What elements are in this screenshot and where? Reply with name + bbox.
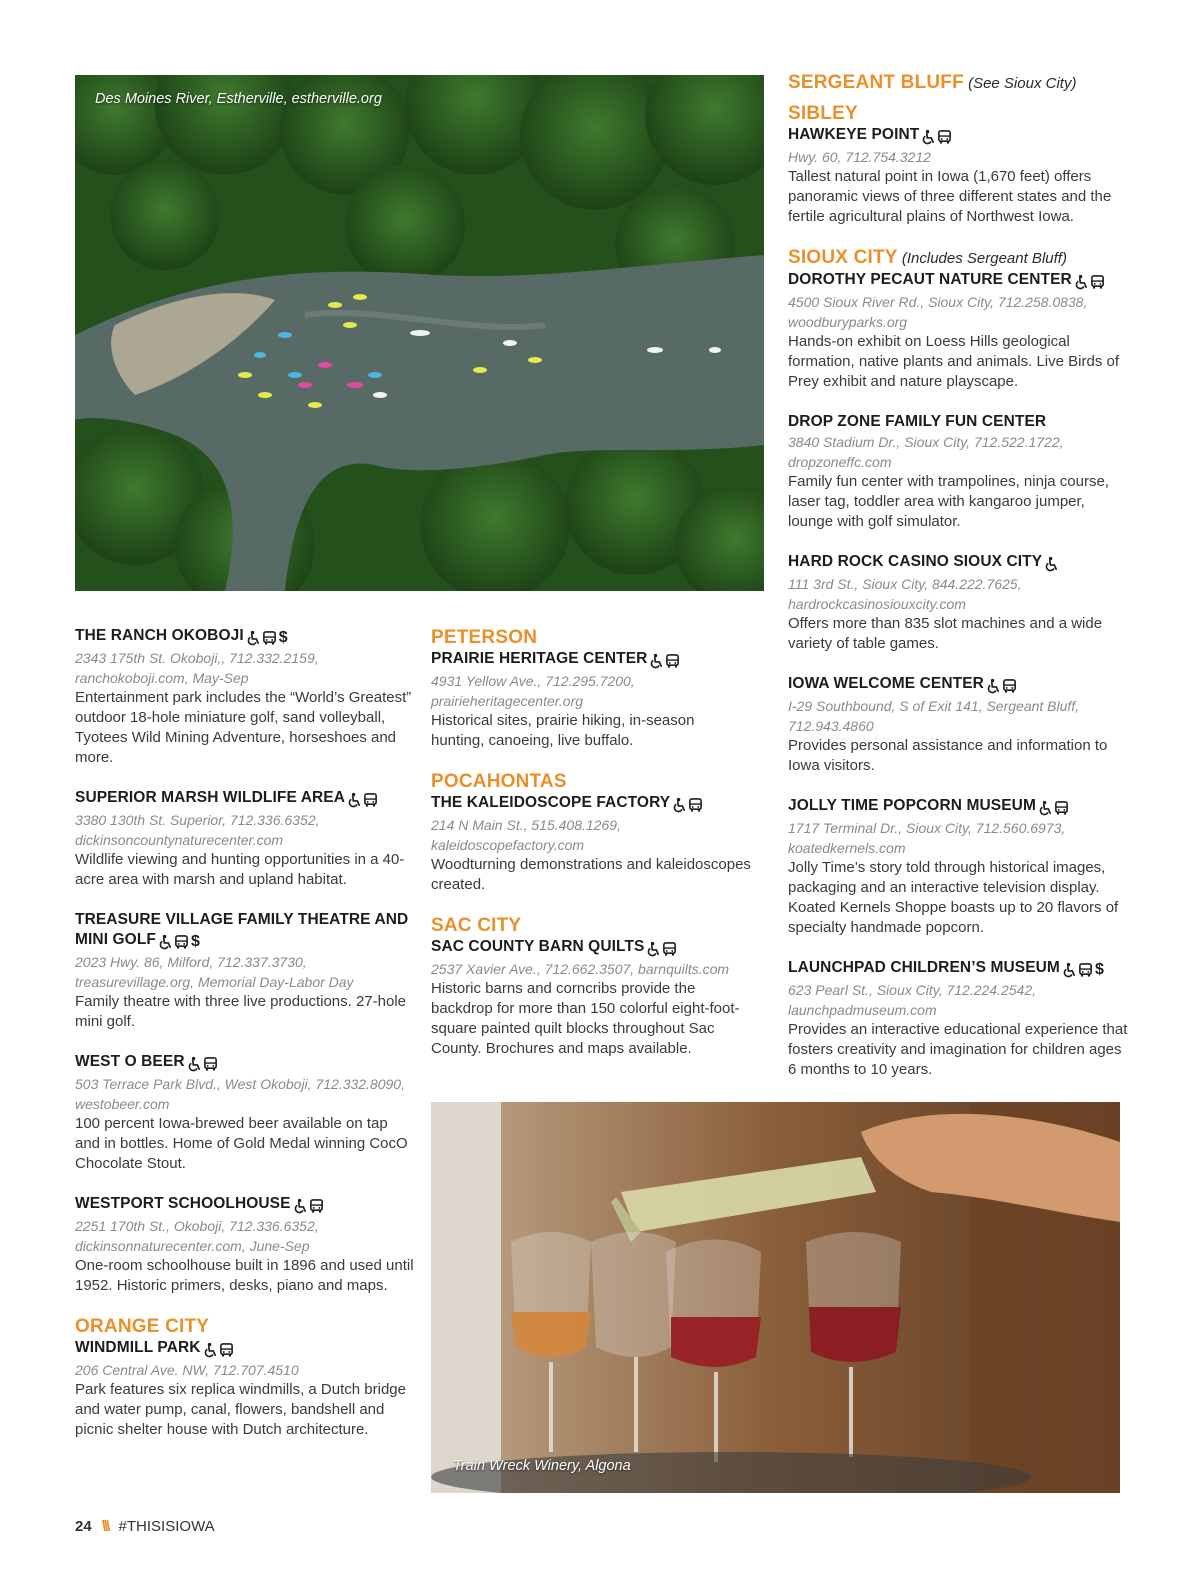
listing-name bbox=[75, 788, 415, 810]
amenity-icons bbox=[158, 932, 200, 952]
listing-address: 3840 Stadium Dr., Sioux City, 712.522.1722, dropzoneffc.com bbox=[788, 434, 1064, 470]
city-heading-sioux-city bbox=[788, 247, 1128, 270]
accessible-icon bbox=[203, 1342, 218, 1358]
listing-description: Offers more than 835 slot machines and a wide variety of table games. bbox=[788, 615, 1103, 652]
bus-icon bbox=[665, 653, 680, 669]
listing-column-2 bbox=[431, 627, 751, 1079]
listing-jolly-time-popcorn-museum bbox=[788, 796, 1128, 938]
listing-description: Park features six replica windmills, a Dutch bridge and water pump, canal, flowers, bandshell and picnic shelter house with Dutch architecture. bbox=[75, 1381, 406, 1438]
listing-description: Provides an interactive educational experience that fosters creativity and imagination for children ages 6 months to 10 years. bbox=[788, 1021, 1128, 1078]
listing-column-1 bbox=[75, 626, 415, 1460]
accessible-icon bbox=[986, 678, 1001, 694]
city-heading-orange-city bbox=[75, 1316, 415, 1338]
bus-icon bbox=[1078, 962, 1093, 978]
listing-title: HAWKEYE POINT bbox=[788, 126, 920, 143]
listing-address: 2023 Hwy. 86, Milford, 712.337.3730, treasurevillage.org, Memorial Day-Labor Day bbox=[75, 954, 354, 990]
accessible-icon bbox=[1038, 800, 1053, 816]
bus-icon bbox=[1002, 678, 1017, 694]
accessible-icon bbox=[293, 1198, 308, 1214]
bus-icon bbox=[1054, 800, 1069, 816]
listing-name bbox=[431, 793, 751, 815]
listing-drop-zone-family-fun-center bbox=[788, 412, 1128, 532]
amenity-icons bbox=[672, 795, 704, 815]
listing-hard-rock-casino-sioux-city bbox=[788, 552, 1128, 654]
listing-address: 3380 130th St. Superior, 712.336.6352, dickinsoncountynaturecenter.com bbox=[75, 812, 320, 848]
bottom-photo-caption: Train Wreck Winery, Algona bbox=[453, 1458, 631, 1474]
listing-the-ranch-okoboji bbox=[75, 626, 415, 768]
amenity-icons bbox=[646, 939, 678, 959]
listing-address: 111 3rd St., Sioux City, 844.222.7625, hardrockcasinosiouxcity.com bbox=[788, 576, 1022, 612]
accessible-icon bbox=[158, 934, 173, 950]
amenity-icons bbox=[1062, 960, 1104, 980]
listing-name bbox=[788, 270, 1128, 292]
city-name: PETERSON bbox=[431, 627, 538, 648]
amenity-icons bbox=[1038, 798, 1070, 818]
listing-name bbox=[75, 910, 415, 952]
bus-icon bbox=[688, 797, 703, 813]
dollar-icon: $ bbox=[1094, 961, 1104, 978]
listing-title: WESTPORT SCHOOLHOUSE bbox=[75, 1195, 291, 1212]
listing-superior-marsh-wildlife-area bbox=[75, 788, 415, 890]
city-name: SERGEANT BLUFF bbox=[788, 72, 964, 93]
listing-launchpad-children-s-museum bbox=[788, 958, 1128, 1080]
city-name: SAC CITY bbox=[431, 915, 522, 936]
listing-title: PRAIRIE HERITAGE CENTER bbox=[431, 650, 648, 667]
city-heading-peterson bbox=[431, 627, 751, 649]
listing-name bbox=[788, 125, 1128, 147]
listing-description: 100 percent Iowa-brewed beer available on tap and in bottles. Home of Gold Medal winning CocO Chocolate Stout. bbox=[75, 1115, 408, 1172]
amenity-icons bbox=[246, 628, 288, 648]
city-name: SIBLEY bbox=[788, 103, 858, 124]
listing-name bbox=[75, 1194, 415, 1216]
bus-icon bbox=[262, 630, 277, 646]
listing-title: LAUNCHPAD CHILDREN’S MUSEUM bbox=[788, 959, 1060, 976]
amenity-icons bbox=[1074, 272, 1106, 292]
listing-dorothy-pecaut-nature-center bbox=[788, 270, 1128, 392]
listing-name bbox=[788, 958, 1128, 980]
accessible-icon bbox=[246, 630, 261, 646]
listing-address: 214 N Main St., 515.408.1269, kaleidoscopefactory.com bbox=[431, 817, 621, 853]
listing-iowa-welcome-center bbox=[788, 674, 1128, 776]
page-number: 24 bbox=[75, 1518, 92, 1535]
listing-description: Jolly Time’s story told through historical images, packaging and an interactive television display. Koated Kernels Shoppe boasts up to 20 flavors of specialty handmade popcorn. bbox=[788, 859, 1119, 936]
listing-title: WEST O BEER bbox=[75, 1053, 185, 1070]
top-photo-caption: Des Moines River, Estherville, estherville.org bbox=[95, 91, 382, 107]
listing-west-o-beer bbox=[75, 1052, 415, 1174]
listing-address: 503 Terrace Park Blvd., West Okoboji, 712.332.8090, westobeer.com bbox=[75, 1076, 405, 1112]
listing-description: Entertainment park includes the “World’s Greatest” outdoor 18-hole miniature golf, sand volleyball, Tyotees Wild Mining Adventure, horseshoes and more. bbox=[75, 689, 412, 766]
listing-address: 623 Pearl St., Sioux City, 712.224.2542, launchpadmuseum.com bbox=[788, 982, 1037, 1018]
accessible-icon bbox=[187, 1056, 202, 1072]
listing-title: HARD ROCK CASINO SIOUX CITY bbox=[788, 553, 1043, 570]
listing-title: THE RANCH OKOBOJI bbox=[75, 627, 244, 644]
listing-title: DOROTHY PECAUT NATURE CENTER bbox=[788, 271, 1072, 288]
page-footer bbox=[75, 1518, 215, 1535]
listing-description: Hands-on exhibit on Loess Hills geological formation, native plants and animals. Live Birds of Prey exhibit and nature playscape. bbox=[788, 333, 1120, 390]
accessible-icon bbox=[921, 129, 936, 145]
amenity-icons bbox=[293, 1196, 325, 1216]
listing-name bbox=[75, 1338, 415, 1360]
accessible-icon bbox=[1044, 556, 1059, 572]
city-heading-pocahontas bbox=[431, 771, 751, 793]
listing-title: THE KALEIDOSCOPE FACTORY bbox=[431, 794, 671, 811]
bus-icon bbox=[174, 934, 189, 950]
listing-name bbox=[788, 674, 1128, 696]
listing-address: 4500 Sioux River Rd., Sioux City, 712.258.0838, woodburyparks.org bbox=[788, 294, 1088, 330]
listing-description: Provides personal assistance and information to Iowa visitors. bbox=[788, 737, 1108, 774]
amenity-icons bbox=[649, 651, 681, 671]
city-heading-sergeant-bluff bbox=[788, 72, 1128, 95]
accessible-icon bbox=[347, 792, 362, 808]
listing-title: SAC COUNTY BARN QUILTS bbox=[431, 938, 645, 955]
listing-sac-county-barn-quilts bbox=[431, 937, 751, 1059]
listing-title: WINDMILL PARK bbox=[75, 1339, 201, 1356]
bus-icon bbox=[309, 1198, 324, 1214]
listing-address: I-29 Southbound, S of Exit 141, Sergeant Bluff, 712.943.4860 bbox=[788, 698, 1080, 734]
amenity-icons bbox=[986, 676, 1018, 696]
listing-address: 2537 Xavier Ave., 712.662.3507, barnquilts.com bbox=[431, 961, 730, 977]
city-heading-sibley bbox=[788, 103, 1128, 125]
city-name: ORANGE CITY bbox=[75, 1316, 210, 1337]
listing-address: 1717 Terminal Dr., Sioux City, 712.560.6973, koatedkernels.com bbox=[788, 820, 1066, 856]
listing-description: Historic barns and corncribs provide the backdrop for more than 150 colorful eight-foot-square painted quilt blocks throughout Sac County. Brochures and maps available. bbox=[431, 980, 740, 1057]
listing-treasure-village-family-theatre-and-mini-golf bbox=[75, 910, 415, 1032]
city-heading-sac-city bbox=[431, 915, 751, 937]
footer-slashes: \\\ bbox=[101, 1518, 109, 1535]
listing-title: SUPERIOR MARSH WILDLIFE AREA bbox=[75, 789, 346, 806]
winery-photo bbox=[431, 1102, 1120, 1493]
listing-address: Hwy. 60, 712.754.3212 bbox=[788, 149, 931, 165]
listing-description: Family theatre with three live productions. 27-hole mini golf. bbox=[75, 993, 406, 1030]
bus-icon bbox=[219, 1342, 234, 1358]
amenity-icons bbox=[921, 127, 953, 147]
listing-name bbox=[788, 796, 1128, 818]
footer-hashtag: #THISISIOWA bbox=[118, 1518, 215, 1535]
listing-windmill-park bbox=[75, 1338, 415, 1440]
dollar-icon: $ bbox=[190, 933, 200, 950]
listing-description: Tallest natural point in Iowa (1,670 feet) offers panoramic views of three different states and the fertile agricultural plains of Northwest Iowa. bbox=[788, 168, 1112, 225]
listing-hawkeye-point bbox=[788, 125, 1128, 227]
city-note: (Includes Sergeant Bluff) bbox=[897, 250, 1067, 267]
listing-address: 4931 Yellow Ave., 712.295.7200, prairieheritagecenter.org bbox=[431, 673, 635, 709]
listing-description: Family fun center with trampolines, ninja course, laser tag, toddler area with kangaroo jumper, lounge with golf simulator. bbox=[788, 473, 1109, 530]
listing-description: Wildlife viewing and hunting opportunities in a 40-acre area with marsh and upland habitat. bbox=[75, 851, 405, 888]
listing-description: Woodturning demonstrations and kaleidoscopes created. bbox=[431, 856, 751, 893]
bus-icon bbox=[937, 129, 952, 145]
listing-name bbox=[75, 1052, 415, 1074]
listing-name bbox=[431, 937, 751, 959]
accessible-icon bbox=[646, 941, 661, 957]
bus-icon bbox=[363, 792, 378, 808]
listing-title: DROP ZONE FAMILY FUN CENTER bbox=[788, 413, 1047, 430]
listing-description: Historical sites, prairie hiking, in-season hunting, canoeing, live buffalo. bbox=[431, 712, 695, 749]
listing-address: 206 Central Ave. NW, 712.707.4510 bbox=[75, 1362, 299, 1378]
city-name: POCAHONTAS bbox=[431, 771, 567, 792]
accessible-icon bbox=[672, 797, 687, 813]
listing-name bbox=[788, 552, 1128, 574]
listing-description: One-room schoolhouse built in 1896 and used until 1952. Historic primers, desks, piano and maps. bbox=[75, 1257, 414, 1294]
bus-icon bbox=[662, 941, 677, 957]
listing-column-3 bbox=[788, 72, 1128, 1100]
listing-prairie-heritage-center bbox=[431, 649, 751, 751]
listing-name bbox=[431, 649, 751, 671]
amenity-icons bbox=[1044, 554, 1060, 574]
listing-address: 2343 175th St. Okoboji,, 712.332.2159, ranchokoboji.com, May-Sep bbox=[75, 650, 319, 686]
amenity-icons bbox=[203, 1340, 235, 1360]
bus-icon bbox=[1090, 274, 1105, 290]
city-note: (See Sioux City) bbox=[963, 75, 1077, 92]
amenity-icons bbox=[347, 790, 379, 810]
city-name: SIOUX CITY bbox=[788, 247, 898, 268]
listing-address: 2251 170th St., Okoboji, 712.336.6352, dickinsonnaturecenter.com, June-Sep bbox=[75, 1218, 319, 1254]
accessible-icon bbox=[1062, 962, 1077, 978]
river-aerial-photo bbox=[75, 75, 764, 591]
listing-title: IOWA WELCOME CENTER bbox=[788, 675, 984, 692]
listing-westport-schoolhouse bbox=[75, 1194, 415, 1296]
bus-icon bbox=[203, 1056, 218, 1072]
listing-title: TREASURE VILLAGE FAMILY THEATRE AND MINI GOLF bbox=[75, 911, 409, 948]
accessible-icon bbox=[1074, 274, 1089, 290]
listing-name bbox=[788, 412, 1128, 432]
listing-the-kaleidoscope-factory bbox=[431, 793, 751, 895]
dollar-icon: $ bbox=[278, 629, 288, 646]
listing-title: JOLLY TIME POPCORN MUSEUM bbox=[788, 797, 1036, 814]
accessible-icon bbox=[649, 653, 664, 669]
amenity-icons bbox=[187, 1054, 219, 1074]
listing-name bbox=[75, 626, 415, 648]
